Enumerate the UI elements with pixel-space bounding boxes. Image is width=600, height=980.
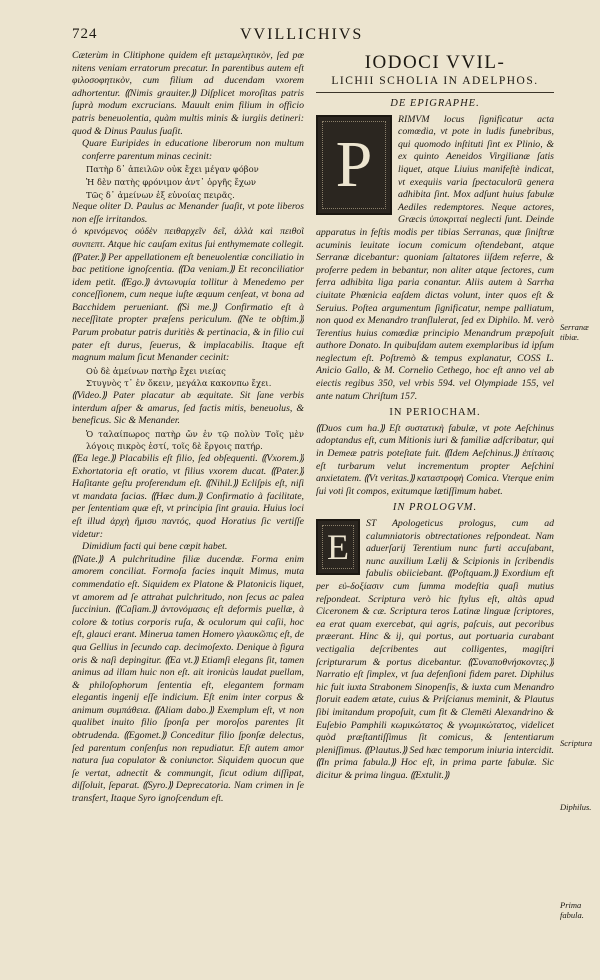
right-column [316,50,554,960]
greek-verse [72,365,304,390]
margin-note: Serranæ tibiæ. [560,322,589,342]
ornamental-initial [316,115,392,215]
paragraph: ⸨Duos cum ha.⸩ Eſt συστατικὴ fabulæ, vt pote Aeſchinus adoptandus eſt, cum Mitionis iuri & familiæ adſcribatur, qui in Demeæ patris poteſtate fuit. ⸨Idem Aeſchinus.⸩ ἐπίτασις eſt turbarum velut incrementum propter Aeſchini anxietatem. ⸨Vt veritas.⸩ καταστροφὴ Comica. Vterque enim ſui voti ſit compos, exitumque lætiſſimum habet. [316,422,554,497]
section-heading: IN PROLOGVM. [392,502,478,514]
page-header [72,26,552,46]
margin-note: Prima fabula. [560,900,584,920]
left-column [72,50,304,950]
initial-letter: P [335,127,373,201]
verse-line: Τῶς δ᾽ ἀμείνων ἐξ εὐνοίας πειρᾶς. [86,189,235,200]
page-number: 724 [72,26,98,42]
margin-note: Diphilus. [560,802,592,812]
greek-verse [72,163,304,201]
work-title: IODOCI VVIL- [364,52,506,73]
verse-line: Πατὴρ δ᾽ ἀπειλῶν οὐκ ἔχει μέγαν φόβον [86,164,259,175]
paragraph: Cæterùm in Clitiphone quidem eſt μεταμελητικὸν, ſed pœ nitens veniam erratorum precatur. In parentibus autem eſt φιλοσοφητικὸν, cum filium ad ducendam vxorem adhortentur. ⸨Nimis grauiter.⸩ Diſplicet moroſitas patris ſuprà modum excrucians. Mauult enim filium in officio patris beneuolentia, quàm multis minis & iurgiis detineri: quod & Dinus Paulus ſuaſit. [72,50,304,137]
paragraph: ST Apologeticus prologus, cum ad calumniatoris obtrectationes reſpondeat. Nam aduerſarij Terentium nunc furti accuſabant, nunc auxilium Lælij & Scipionis in ſcribendis fabulis obiiciebant. ⸨Poſtquam.⸩ Exordium eſt per εὐ-δοξίασιν cum ſumma modeſtia quaſi mutius reſpondeat. Scriptura verò hic ſtylus eſt, altàs apud Ciceronem & cæ. Scriptura teros Latinæ linguæ ſcriptores, ea erat quam exercebat, qui agris, paſcuis, aut pecoribus præerant. Hinc & ij, qui portus, aut portuaria curabant vectigalia deſcribentes aut colligentes, magiſtri ſcripturarum & portus dicebantur. ⸨Συναποθνήσκοντες.⸩ Narratio eſt ſimplex, vt ſua defenſioni fidem paret. Diphilus hic fuit iuxta Strabonem Sinopenſis, & iuxta cum Menandro floruit eadem ætate, cuius & Priſcianus meminit, & Plautus ſibi imitandum propoſuit, cum fit & Clemēti Alexandrino & Euſebio Pamphili κωμικώτατος & γνωμικώτατος, videlicet quòd præſtantiſſimus ſit comicus, & ſententiarum pleniſſimus. ⸨Plautus.⸩ Sed hæc temporum iniuria intercidit. ⸨In prima fabula.⸩ Hoc eſt, in prima parte fabulæ. Sic dicitur & prima lingua. ⸨Extulit.⸩ [316,518,554,781]
margin-note: Scriptura [560,738,593,748]
verse-line: Στυγνὸς τ᾽ ἐν ὄκειν, μεγάλα κακονπω ἔχει. [86,378,272,389]
section-heading: DE EPIGRAPHE. [390,98,480,109]
verse-line: Οὐ δὲ ἀμείνων πατὴρ ἔχει νιείας [86,365,226,376]
verse-quote: Dimidium facti qui bene cœpit habet. [82,541,228,553]
paragraph: RIMVM locus ſignificatur acta comœdia, vt pote in ludis funebribus, qui quomodo inſtituti ſint ex Plinio, & ex quinto Aeneidos Virgilianæ ſatis liquet, atque Liuius manifeſtè indicat, vt exequiis varia ſpectaculorū genera adhibita ſint. Mox adſunt huius fabulæ Aediles redemptores. Neque actores, Græcis ὑποκριταί neglecti ſunt. Deinde apparatus in feſtis modis per tibias Serranas, quæ ſiniſtræ acuminis leuitate iocum comicum oſtendebant, atque Serranæ dicebantur: quoniam ſaltatores iiſdem referre, & proferre pedem in bebantur, non aliter atque ſectores, cum ferra adhibita liga paria conantur. Aliis autem à Sarrha ciuitate Phœnicia eaſdem dictas volunt, inter quos eſt & Seruius. Poſtea argumentum ſignificatur, nempe palliatum, non quod ex Menandro tranſlulerat, ſed ex Diphilo. M. verò Terentius huius comœdiæ principio Menandrum præpoſuit authore Donato. In quibuſdam autem exemplaribus id ipſum neglectum eſt. Poſtremò & tempus explanatur, COSS L. Anicio Gallo, & M. Cornelio Cethego, hoc eſt anno vel ab eiectis regibus 350, vel vrbis 594. vel Olympiade 155, vel ante natum Chriſtum 157. [316,113,554,402]
running-title: VVILLICHIVS [240,26,364,43]
paragraph: ὁ κρινόμενος οὐδὲν πειθαρχεῖν δεῖ, ἀλλὰ καὶ πειθοῖ συνπεπτ. Atque hic cauſam exitus ſui enthymemate collegit. ⸨Pater.⸩ Per appellationem eſt beneuolentiæ conciliatio in bac petitione ignoſcentia. ⸨Da veniam.⸩ Et reconciliatior idem petit. ⸨Ego.⸩ ἀντωνυμία tollitur à Menedemo per conceſſionem, cum neque iuſte æquum cenſeat, vt bona ad Bacchidem perueniant. ⸨Si me.⸩ Confirmatio eſt à neceſſitate propter præſens periculum. ⸨Ne te obſtim.⸩ Parum probatur patris duritiès & pertinacia, & in filio cui pater eſt durus, ſeuerus, & implacabilis. Itaque eſt magnum malum ſicut Menander cecinit: [72,226,304,364]
paragraph: ⸨Ea lege.⸩ Placabilis eſt filio, ſed obſequenti. ⸨Vxorem.⸩ Exhortatoria eſt oratio, vt filius vxorem ducat. ⸨Pater.⸩ Haſitante geſtu proferendum eſt. ⸨Nihil.⸩ Ecliſpis eſt, niſi vt mandata facias. ⸨Hæc dum.⸩ Confirmatio à facilitate, per ſententiam quæ eſt, vt principia ſint grauia. Huius loci eſt illud ἀρχὴ ἥμισυ παντός, quod Horatius ſic vertiſſe videtur: [72,453,304,540]
greek-quote: Ὁ ταλαίπωρος πατὴρ ὤν ἐν τῷ πολὺν Τοῖς μὲν λόγοις πικρὸς ἐστί, τοῖς δὲ ἔργοις πατήρ. [86,428,304,452]
initial-letter: E [327,527,349,567]
paragraph: Neque oliter D. Paulus ac Menander ſuaſit, vt pote liberos non eſſe irritandos. [72,201,304,225]
paragraph: ⸨Nate.⸩ A pulchritudine filiæ ducendæ. Forma enim amorem conciliat. Formoſa facies inquit Mimus, muta commendatio eſt. Siquidem ex Platone & Platonicis liquet, vt amorem ad ſe attrahat pulchritudo, non ſecus ac palea ſucciniun. ⸨Caſiam.⸩ ἀντονόμασις eſt deformis puellæ, à colore & totius corporis ruſa, & oculorum qui caſii, hoc eſt, glauci erant. Minerua tamen Homero γλαυκῶπις eſt, de qua Gellius in ſecundo cap. decimoſexto. Denique à figura oris & naſi depingitur. ⸨Ea vt.⸩ Etiamſi elegans ſit, tamen animus ad illam huic non eſt. ait ironicùs laudat puellam, & philoſophorum ſententia eſt, elegantem formam elegantis ingenij eſſe indicium. Eſt enim inter corpus & animum συμπάθεια. ⸨Aliam dabo.⸩ Exemplum eſt, vt non qualibet inuito filio ſponſa per moroſos parentes ſit obtrudenda. ⸨Egomet.⸩ Conceditur filio ſponſæ delectus, ſed parentum conſenſus non repudiatur. Eſt autem amor natura ſua copulator & coniunctor. Siquidem quocun que ſe vertat, adnectit & commungit, ſicut odium diſſipat, diſſoluit, ſeparat. ⸨Syro.⸩ Deprecatoria. Nam crimen in ſe transfert, Itaque Syro ignoſcendum eſt. [72,553,304,805]
ornamental-initial [316,519,360,575]
work-subtitle: LICHII SCHOLIA IN ADELPHOS. [331,75,539,87]
divider [316,92,554,93]
paragraph: ⸨Video.⸩ Pater placatur ab æquitate. Sit ſane verbis interdum aſper & amarus, ſed factis mitis, beneuolus, & beneficus. Sic & Menander. [72,390,304,427]
verse-line: Ἡ δὲν πατὴς φρόνιμον ἀντ᾽ ὀργῆς ἔχων [86,176,256,187]
paragraph: Quare Euripides in educatione liberorum non multum conferre parentum minas cecinit: [82,138,304,162]
section-heading: IN PERIOCHAM. [389,407,481,419]
